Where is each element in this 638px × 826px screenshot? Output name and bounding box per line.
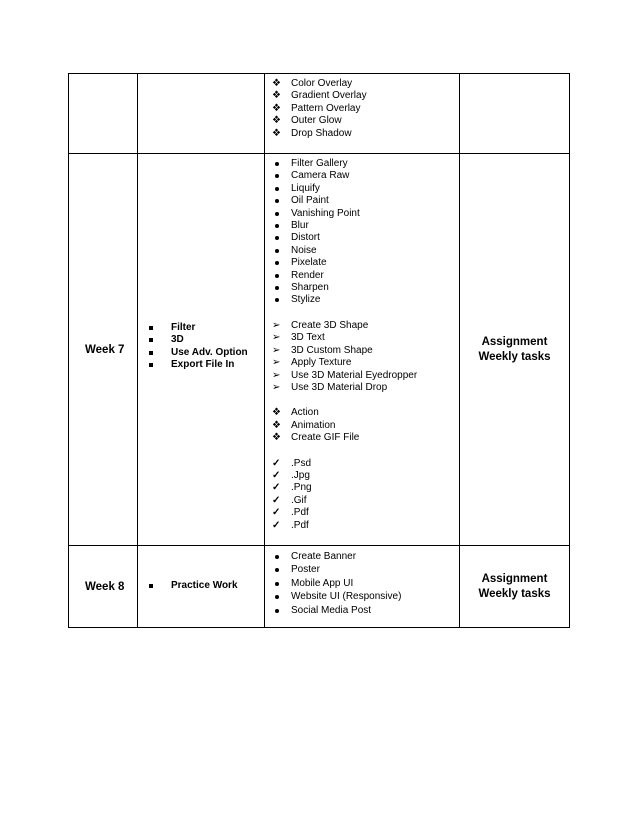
- subtopic-item: [272, 563, 459, 576]
- subtopic-text: .Jpg: [291, 469, 310, 481]
- subtopic-item: [272, 232, 459, 244]
- check-bullet-icon: ✓: [272, 494, 281, 506]
- subtopic-item: [272, 507, 459, 519]
- round-bullet-icon: [272, 183, 279, 195]
- subtopic-text: Distort: [291, 232, 320, 244]
- subtopic-text: Website UI (Responsive): [291, 591, 402, 603]
- arrow-bullet-icon: ➢: [272, 381, 281, 393]
- subtopic-item: [272, 220, 459, 232]
- subtopic-text: Oil Paint: [291, 195, 329, 207]
- subtopic-text: Pixelate: [291, 257, 327, 269]
- diamond-bullet-icon: ❖: [272, 115, 281, 127]
- subtopic-text: Create GIF File: [291, 432, 360, 444]
- topics-cell: [138, 154, 265, 546]
- subtopic-item: [272, 345, 459, 357]
- check-bullet-icon: ✓: [272, 482, 281, 494]
- subtopic-item: [272, 170, 459, 182]
- check-bullet-icon: ✓: [272, 519, 281, 531]
- subtopic-item: [272, 470, 459, 482]
- subtopic-item: [272, 332, 459, 344]
- subtopic-item: [272, 183, 459, 195]
- subtopic-text: Camera Raw: [291, 170, 350, 182]
- diamond-bullet-icon: ❖: [272, 432, 281, 444]
- subtopic-text: Vanishing Point: [291, 207, 360, 219]
- round-bullet-icon: [272, 220, 279, 232]
- arrow-bullet-icon: ➢: [272, 344, 281, 356]
- round-bullet-icon: [272, 282, 279, 294]
- assessment-cell: [460, 546, 570, 628]
- round-bullet-icon: [272, 257, 279, 269]
- diamond-bullet-icon: ❖: [272, 419, 281, 431]
- subtopic-text: Outer Glow: [291, 115, 342, 127]
- subtopic-item: [272, 257, 459, 269]
- subtopic-text: Mobile App UI: [291, 577, 354, 589]
- subtopic-item: [272, 458, 459, 470]
- assessment-line: Weekly tasks: [478, 350, 551, 363]
- subtopic-item: [272, 270, 459, 282]
- subtopic-list: [265, 78, 459, 140]
- arrow-bullet-icon: ➢: [272, 319, 281, 331]
- subtopic-item: [272, 420, 459, 432]
- subtopic-item: [272, 495, 459, 507]
- subtopic-text: 3D Text: [291, 332, 325, 344]
- subtopic-text: 3D Custom Shape: [291, 344, 373, 356]
- subtopic-list: [265, 407, 459, 444]
- subtopic-item: [272, 115, 459, 127]
- diamond-bullet-icon: ❖: [272, 127, 281, 139]
- round-bullet-icon: [272, 590, 279, 603]
- topic-item: Practice Work: [146, 580, 264, 593]
- subtopic-item: [272, 245, 459, 257]
- subtopic-item: [272, 128, 459, 140]
- subtopic-text: .Pdf: [291, 507, 309, 519]
- subtopic-item: [272, 357, 459, 369]
- subtopic-text: Noise: [291, 244, 317, 256]
- subtopic-text: Gradient Overlay: [291, 90, 367, 102]
- assessment-line: Weekly tasks: [478, 587, 551, 600]
- topics-cell: [138, 546, 265, 628]
- subtopic-text: Color Overlay: [291, 78, 353, 89]
- subtopic-text: Pattern Overlay: [291, 102, 361, 114]
- topic-item: Export File In: [146, 359, 264, 372]
- subtopic-item: [272, 158, 459, 170]
- topic-item: Filter: [146, 322, 264, 335]
- subtopic-text: Stylize: [291, 294, 321, 306]
- round-bullet-icon: [272, 232, 279, 244]
- subtopic-text: Use 3D Material Eyedropper: [291, 369, 418, 381]
- content-cell: [265, 74, 460, 154]
- subtopic-item: [272, 195, 459, 207]
- subtopic-text: Blur: [291, 220, 309, 232]
- table-row: [69, 546, 570, 628]
- subtopic-text: Action: [291, 407, 319, 419]
- subtopic-item: [272, 407, 459, 419]
- subtopic-item: [272, 294, 459, 306]
- subtopic-item: [272, 382, 459, 394]
- round-bullet-icon: [272, 158, 279, 170]
- subtopic-text: Create Banner: [291, 551, 357, 562]
- round-bullet-icon: [272, 270, 279, 282]
- subtopic-text: Filter Gallery: [291, 158, 348, 169]
- check-bullet-icon: ✓: [272, 507, 281, 519]
- round-bullet-icon: [272, 563, 279, 576]
- subtopic-text: Animation: [291, 419, 336, 431]
- course-schedule-table: [68, 73, 570, 628]
- assessment-line: Assignment: [481, 572, 548, 585]
- subtopic-item: [272, 590, 459, 603]
- subtopic-item: [272, 520, 459, 532]
- assessment-cell: [460, 74, 570, 154]
- diamond-bullet-icon: ❖: [272, 90, 281, 102]
- round-bullet-icon: [272, 550, 279, 563]
- subtopic-text: Create 3D Shape: [291, 319, 369, 331]
- week-cell: Week 7: [69, 154, 138, 546]
- subtopic-item: [272, 282, 459, 294]
- round-bullet-icon: [272, 294, 279, 306]
- table-row: [69, 154, 570, 546]
- subtopic-item: [272, 208, 459, 220]
- subtopic-text: .Psd: [291, 457, 312, 469]
- content-cell: [265, 154, 460, 546]
- round-bullet-icon: [272, 604, 279, 617]
- subtopic-item: [272, 432, 459, 444]
- subtopic-text: Use 3D Material Drop: [291, 381, 388, 393]
- subtopic-text: Apply Texture: [291, 357, 352, 369]
- subtopic-item: [272, 550, 459, 563]
- round-bullet-icon: [272, 195, 279, 207]
- subtopic-text: Poster: [291, 564, 320, 576]
- subtopic-list: [265, 158, 459, 307]
- diamond-bullet-icon: ❖: [272, 407, 281, 419]
- check-bullet-icon: ✓: [272, 469, 281, 481]
- topic-item: 3D: [146, 334, 264, 347]
- subtopic-text: Liquify: [291, 182, 320, 194]
- subtopic-text: Drop Shadow: [291, 127, 352, 139]
- topic-item: Use Adv. Option: [146, 347, 264, 360]
- check-bullet-icon: ✓: [272, 457, 281, 469]
- subtopic-text: Sharpen: [291, 282, 329, 294]
- diamond-bullet-icon: ❖: [272, 78, 281, 89]
- topics-list: [138, 580, 264, 593]
- week-cell: [69, 74, 138, 154]
- subtopic-item: [272, 78, 459, 90]
- table-row: [69, 74, 570, 154]
- subtopic-item: [272, 577, 459, 590]
- round-bullet-icon: [272, 208, 279, 220]
- subtopic-item: [272, 90, 459, 102]
- content-cell: [265, 546, 460, 628]
- arrow-bullet-icon: ➢: [272, 369, 281, 381]
- subtopic-item: [272, 482, 459, 494]
- subtopic-item: [272, 604, 459, 617]
- week-cell: Week 8: [69, 546, 138, 628]
- round-bullet-icon: [272, 577, 279, 590]
- subtopic-text: Social Media Post: [291, 604, 372, 616]
- assessment-line: Assignment: [481, 335, 548, 348]
- arrow-bullet-icon: ➢: [272, 357, 281, 369]
- subtopic-list: [265, 320, 459, 394]
- assessment-cell: [460, 154, 570, 546]
- topics-list: [138, 322, 264, 372]
- subtopic-text: .Gif: [291, 494, 307, 506]
- subtopic-text: .Pdf: [291, 519, 309, 531]
- subtopic-item: [272, 103, 459, 115]
- subtopic-item: [272, 320, 459, 332]
- subtopic-item: [272, 370, 459, 382]
- arrow-bullet-icon: ➢: [272, 332, 281, 344]
- diamond-bullet-icon: ❖: [272, 102, 281, 114]
- subtopic-list: [265, 550, 459, 617]
- subtopic-text: .Png: [291, 482, 312, 494]
- topics-cell: [138, 74, 265, 154]
- subtopic-text: Render: [291, 269, 324, 281]
- round-bullet-icon: [272, 245, 279, 257]
- round-bullet-icon: [272, 170, 279, 182]
- subtopic-list: [265, 458, 459, 532]
- table-body: [69, 74, 570, 628]
